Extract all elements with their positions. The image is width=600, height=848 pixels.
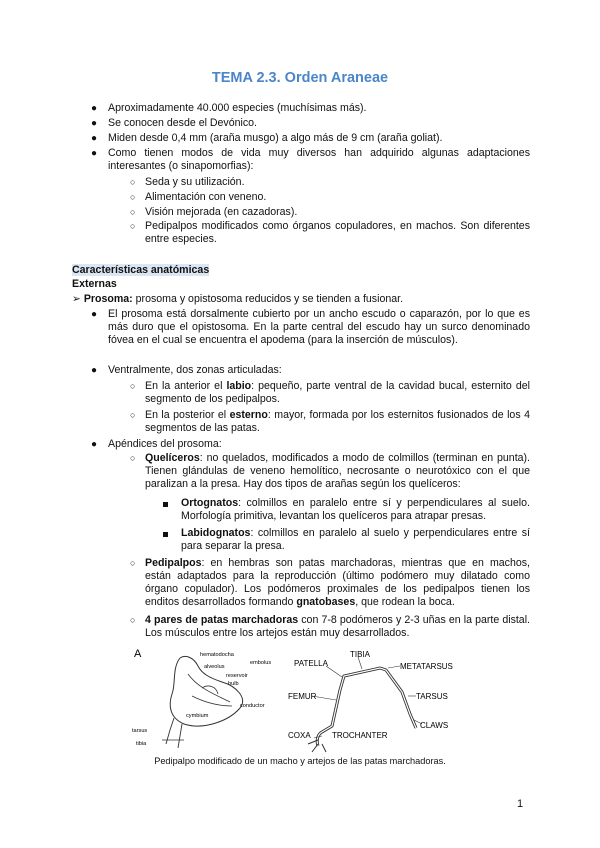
circle-bullet-icon: ○ (130, 192, 136, 202)
bullet-icon: ● (91, 439, 98, 450)
circle-bullet-icon: ○ (130, 453, 136, 463)
label-trochanter: TROCHANTER (332, 731, 388, 740)
circle-bullet-icon: ○ (130, 177, 136, 187)
leg-figure (288, 648, 468, 754)
label-tibia: tibia (136, 741, 147, 747)
ventral-text: Ventralmente, dos zonas articuladas: (108, 364, 282, 376)
esterno-text: En la posterior el esterno: mayor, formada por los esternitos fusionados de los 4 segmentos de las patas. (145, 409, 530, 434)
label-embolus: embolus (250, 660, 272, 666)
circle-bullet-icon: ○ (130, 615, 136, 625)
ortognatos-text: Ortognatos: colmillos en paralelo entre sí y perpendiculares al suelo. Morfología primitiva, levantan los quelíceros para atrapar presas. (181, 497, 530, 522)
label-reservoir: reservoir (226, 673, 248, 679)
intro-item: Miden desde 0,4 mm (araña musgo) a algo más de 9 cm (araña goliat). (108, 132, 443, 144)
page-title: TEMA 2.3. Orden Araneae (211, 70, 389, 86)
circle-bullet-icon: ○ (130, 207, 136, 217)
label-tarsus: TARSUS (416, 692, 448, 701)
label-patella: PATELLA (294, 659, 328, 668)
prosoma-line: ➢ Prosoma: prosoma y opistosoma reducidos y se tienden a fusionar. (72, 293, 404, 305)
square-bullet-icon (163, 502, 168, 507)
bullet-icon: ● (91, 148, 98, 159)
bullet-icon: ● (91, 103, 98, 114)
label-hematodocha: hematodocha (200, 652, 234, 658)
intro-item: Se conocen desde el Devónico. (108, 117, 258, 129)
label-alveolus: alveolus (204, 664, 225, 670)
queliceros-text: Quelíceros: no quelados, modificados a modo de colmillos (terminan en punta). Tienen glándulas de veneno hemolítico, necrosante o neurotóxico con el que paralizan a la presa. Hay dos tipos de arañas según los quelíceros: (145, 452, 530, 490)
page-number: 1 (517, 798, 524, 810)
circle-bullet-icon: ○ (130, 381, 136, 391)
adaptation-item: Visión mejorada (en cazadoras). (145, 206, 298, 218)
intro-item: Aproximadamente 40.000 especies (muchísimas más). (108, 102, 367, 114)
figure-caption: Pedipalpo modificado de un macho y artejos de las patas marchadoras. (154, 756, 446, 766)
arrow-icon: ➢ (72, 293, 81, 305)
label-coxa: COXA (288, 731, 311, 740)
section-heading: Características anatómicas (72, 264, 210, 276)
bullet-icon: ● (91, 365, 98, 376)
intro-item: Como tienen modos de vida muy diversos han adquirido algunas adaptaciones interesantes (o sinapomorfias): (108, 147, 530, 172)
label-metatarsus: METATARSUS (400, 662, 453, 671)
circle-bullet-icon: ○ (130, 410, 136, 420)
label-femur: FEMUR (288, 692, 317, 701)
label-claws: CLAWS (420, 721, 449, 730)
circle-bullet-icon: ○ (130, 558, 136, 568)
adaptation-item: Seda y su utilización. (145, 176, 245, 188)
circle-bullet-icon: ○ (130, 221, 136, 231)
pedipalp-figure (132, 644, 282, 752)
labio-text: En la anterior el labio: pequeño, parte ventral de la cavidad bucal, esternito del segmento de los pedipalpos. (145, 380, 530, 405)
patas-text: 4 pares de patas marchadoras con 7-8 podómeros y 2-3 uñas en la parte distal. Los músculos entre los artejos están muy desarrollados. (145, 614, 530, 639)
label-bulb: bulb (228, 681, 239, 687)
adaptation-item: Alimentación con veneno. (145, 191, 267, 203)
label-tibia: TIBIA (350, 650, 371, 659)
pedipalpos-text: Pedipalpos: en hembras son patas marchadoras, mientras que en machos, están adaptados para la reproducción (último podómero muy dilatado como órgano copulador). Los podómeros proximales de los pedipalpos tienen los enditos desarrollados formando gnatobases, que rodean la boca. (145, 557, 530, 608)
bullet-icon: ● (91, 309, 98, 320)
labidognatos-text: Labidognatos: colmillos en paralelo al suelo y perpendiculares entre sí para separar la presa. (181, 527, 530, 552)
bullet-icon: ● (91, 133, 98, 144)
adaptation-item: Pedipalpos modificados como órganos copuladores, en machos. Son diferentes entre especies. (145, 220, 530, 245)
prosoma-shield-text: El prosoma está dorsalmente cubierto por un ancho escudo o caparazón, por lo que es más duro que el opistosoma. En la parte central del escudo hay un surco denominado fóvea en el cual se encuentra el apodema (para la inserción de músculos). (108, 308, 530, 346)
label-tarsus: tarsus (132, 728, 148, 734)
label-cymbium: cymbium (186, 713, 209, 719)
appendages-text: Apéndices del prosoma: (108, 438, 222, 450)
subheading: Externas (72, 278, 117, 290)
square-bullet-icon (163, 532, 168, 537)
figure-letter: A (134, 648, 142, 660)
bullet-icon: ● (91, 118, 98, 129)
label-conductor: conductor (240, 703, 265, 709)
